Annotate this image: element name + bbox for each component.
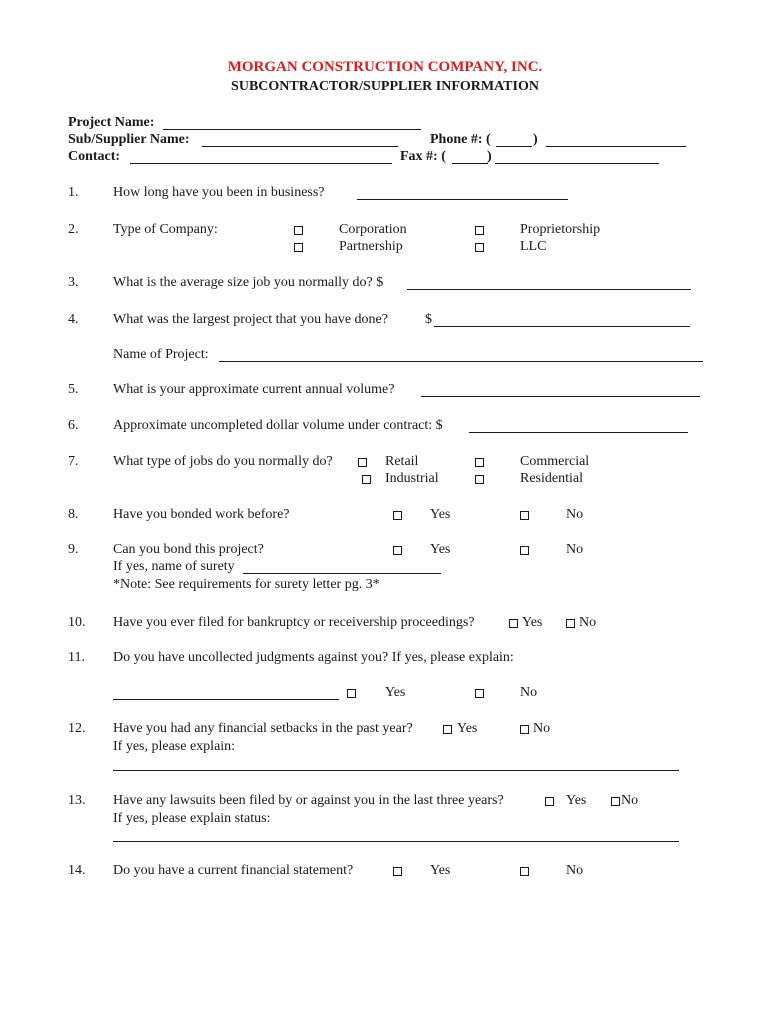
yes-label: Yes [430,507,451,522]
option-label: LLC [520,239,547,254]
average-job-size-field[interactable] [407,289,691,290]
phone-number-field[interactable] [546,146,686,147]
uncompleted-volume-field[interactable] [469,432,688,433]
dollar-sign: $ [425,312,432,327]
corporation-checkbox[interactable] [294,226,303,235]
no-checkbox[interactable] [520,511,529,520]
no-label: No [520,685,538,700]
fax-area-code-field[interactable] [452,163,488,164]
option-label: Residential [520,471,583,486]
question-text: Have you bonded work before? [113,507,290,522]
question-number: 3. [68,275,79,290]
proprietorship-checkbox[interactable] [475,226,484,235]
form-title: SUBCONTRACTOR/SUPPLIER INFORMATION [231,79,539,94]
yes-checkbox[interactable] [545,797,554,806]
yes-label: Yes [566,793,587,808]
question-text: Have you had any financial setbacks in the past year? [113,721,413,736]
no-label: No [566,863,584,878]
setbacks-explain-field[interactable] [113,770,679,771]
judgments-explain-field[interactable] [113,699,339,700]
sub-supplier-name-field[interactable] [202,146,398,147]
no-label: No [566,507,584,522]
question-number: 7. [68,454,79,469]
years-in-business-field[interactable] [357,199,568,200]
option-label: Industrial [385,471,439,486]
no-checkbox[interactable] [520,725,529,734]
question-text: What is the average size job you normally do? $ [113,275,384,290]
option-label: Corporation [339,222,407,237]
option-label: Proprietorship [520,222,601,237]
option-label: Commercial [520,454,590,469]
surety-label: If yes, name of surety [113,559,235,574]
yes-checkbox[interactable] [393,511,402,520]
retail-checkbox[interactable] [358,458,367,467]
largest-project-field[interactable] [434,326,690,327]
question-text: Do you have uncollected judgments against you? If yes, please explain: [113,650,514,665]
project-name-label: Project Name: [68,115,155,130]
industrial-checkbox[interactable] [362,475,371,484]
question-text: Have you ever filed for bankruptcy or receivership proceedings? [113,615,475,630]
sub-supplier-name-label: Sub/Supplier Name: [68,132,190,147]
question-number: 14. [68,863,86,878]
question-number: 10. [68,615,86,630]
name-of-project-field[interactable] [219,361,703,362]
no-checkbox[interactable] [520,867,529,876]
yes-checkbox[interactable] [393,546,402,555]
yes-checkbox[interactable] [347,689,356,698]
surety-note: *Note: See requirements for surety letter pg. 3* [113,577,380,592]
no-label: No [533,721,551,736]
partnership-checkbox[interactable] [294,243,303,252]
yes-checkbox[interactable] [393,867,402,876]
question-text: What type of jobs do you normally do? [113,454,333,469]
question-text: Have any lawsuits been filed by or against you in the last three years? [113,793,504,808]
option-label: Retail [385,454,419,469]
surety-name-field[interactable] [243,573,441,574]
question-number: 9. [68,542,79,557]
lawsuits-explain-field[interactable] [113,841,679,842]
commercial-checkbox[interactable] [475,458,484,467]
residential-checkbox[interactable] [475,475,484,484]
question-text: What was the largest project that you have done? [113,312,388,327]
explain-status-label: If yes, please explain status: [113,811,271,826]
yes-label: Yes [457,721,478,736]
question-text: How long have you been in business? [113,185,325,200]
question-number: 13. [68,793,86,808]
project-name-field[interactable] [163,129,421,130]
question-text: Approximate uncompleted dollar volume under contract: $ [113,418,443,433]
no-checkbox[interactable] [566,619,575,628]
no-checkbox[interactable] [611,797,620,806]
yes-label: Yes [522,615,543,630]
no-label: No [579,615,597,630]
question-text: Do you have a current financial statement? [113,863,354,878]
yes-label: Yes [385,685,406,700]
question-number: 5. [68,382,79,397]
question-number: 8. [68,507,79,522]
company-name: MORGAN CONSTRUCTION COMPANY, INC. [227,59,543,75]
yes-label: Yes [430,542,451,557]
no-label: No [566,542,584,557]
llc-checkbox[interactable] [475,243,484,252]
phone-paren: ) [533,132,538,147]
name-of-project-label: Name of Project: [113,347,209,362]
no-label: No [621,793,639,808]
question-number: 11. [68,650,85,665]
yes-checkbox[interactable] [509,619,518,628]
phone-area-code-field[interactable] [496,146,532,147]
no-checkbox[interactable] [475,689,484,698]
question-number: 6. [68,418,79,433]
option-label: Partnership [339,239,403,254]
question-number: 1. [68,185,79,200]
fax-label: Fax #: ( [400,149,446,164]
question-number: 4. [68,312,79,327]
yes-label: Yes [430,863,451,878]
question-text: What is your approximate current annual volume? [113,382,395,397]
yes-checkbox[interactable] [443,725,452,734]
no-checkbox[interactable] [520,546,529,555]
question-text: Type of Company: [113,222,218,237]
contact-field[interactable] [130,163,392,164]
annual-volume-field[interactable] [421,396,700,397]
question-number: 12. [68,721,86,736]
question-number: 2. [68,222,79,237]
contact-label: Contact: [68,149,121,164]
phone-label: Phone #: ( [430,132,491,147]
fax-number-field[interactable] [495,163,659,164]
explain-label: If yes, please explain: [113,739,236,754]
fax-paren: ) [487,149,492,164]
question-text: Can you bond this project? [113,542,264,557]
